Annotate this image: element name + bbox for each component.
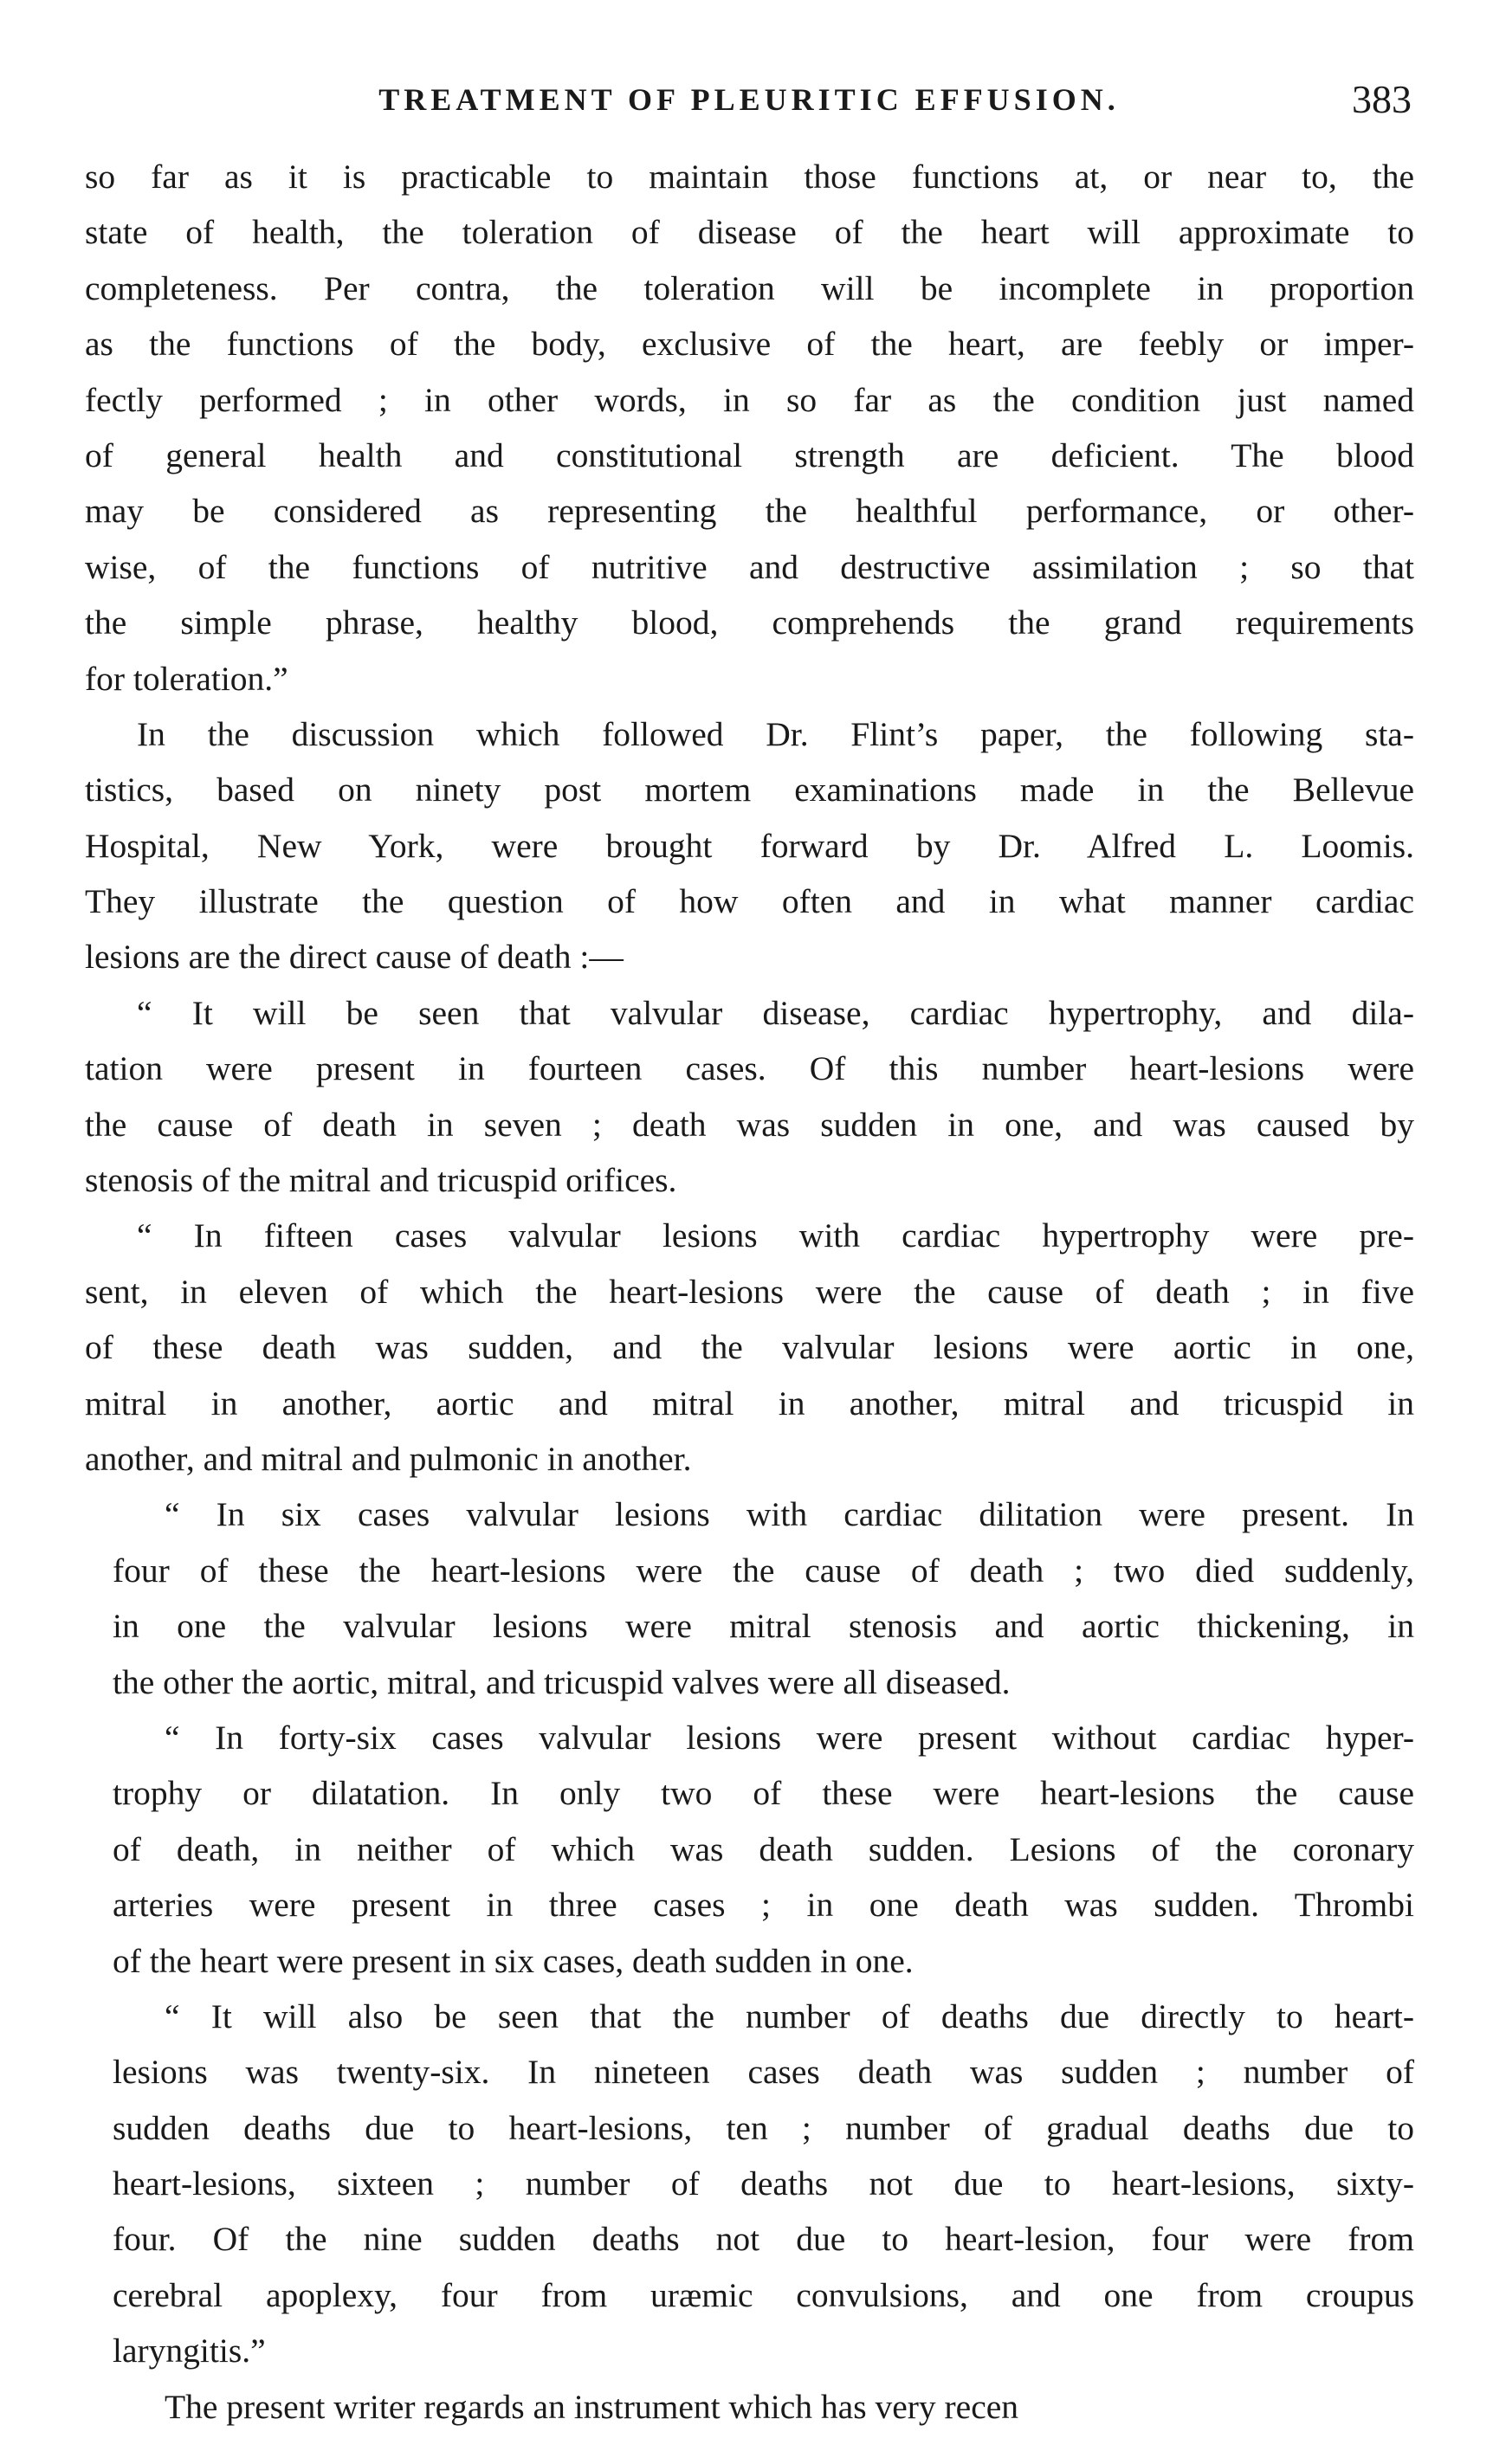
text-line: four of these the heart-lesions were the cause of death ; two died suddenly, [113, 1551, 1414, 1590]
text-line: “ In six cases valvular lesions with cardiac dilitation were present. In [165, 1495, 1414, 1534]
text-line: fectly performed ; in other words, in so far as the condition just named [85, 380, 1414, 419]
text-line: stenosis of the mitral and tricuspid orifices. [85, 1161, 677, 1200]
text-line: state of health, the toleration of disease of the heart will approximate to [85, 213, 1414, 252]
page-header [87, 69, 1412, 130]
text-line: heart-lesions, sixteen ; number of deaths not due to heart-lesions, sixty- [113, 2164, 1414, 2203]
running-head: TREATMENT OF PLEURITIC EFFUSION. [378, 82, 1120, 117]
body-text [85, 149, 1414, 2435]
text-line: The present writer regards an instrument which has very recen [165, 2387, 1019, 2426]
text-line: the simple phrase, healthy blood, comprehends the grand requirements [85, 603, 1414, 642]
text-line: Hospital, New York, were brought forward by Dr. Alfred L. Loomis. [85, 826, 1414, 865]
text-line: of these death was sudden, and the valvular lesions were aortic in one, [85, 1328, 1414, 1367]
text-line: trophy or dilatation. In only two of these were heart-lesions the cause [113, 1774, 1414, 1813]
text-line: of the heart were present in six cases, death sudden in one. [113, 1941, 914, 1980]
text-line: mitral in another, aortic and mitral in another, mitral and tricuspid in [85, 1384, 1414, 1422]
text-line: for toleration.” [85, 659, 288, 698]
text-line: sudden deaths due to heart-lesions, ten ; number of gradual deaths due to [113, 2108, 1414, 2147]
text-line: the other the aortic, mitral, and tricuspid valves were all diseased. [113, 1662, 1011, 1701]
text-line: so far as it is practicable to maintain those functions at, or near to, the [85, 158, 1414, 196]
text-line: wise, of the functions of nutritive and destructive assimilation ; so that [85, 547, 1414, 586]
text-line: four. Of the nine sudden deaths not due to heart-lesion, four were from [113, 2220, 1414, 2259]
text-line: sent, in eleven of which the heart-lesions were the cause of death ; in five [85, 1272, 1414, 1311]
text-line: as the functions of the body, exclusive of the heart, are feebly or imper- [85, 325, 1414, 364]
text-line: another, and mitral and pulmonic in another. [85, 1439, 692, 1478]
text-line: laryngitis.” [113, 2332, 266, 2370]
text-line: lesions are the direct cause of death :— [85, 938, 624, 977]
text-line: of general health and constitutional strength are deficient. The blood [85, 435, 1414, 474]
text-line: the cause of death in seven ; death was sudden in one, and was caused by [85, 1105, 1414, 1144]
text-line: They illustrate the question of how often and in what manner cardiac [85, 882, 1414, 921]
text-line: tistics, based on ninety post mortem examinations made in the Bellevue [85, 771, 1414, 810]
text-line: “ In fifteen cases valvular lesions with cardiac hypertrophy were pre- [137, 1216, 1414, 1255]
text-line: “ It will also be seen that the number of deaths due directly to heart- [165, 1996, 1414, 2035]
text-line: tation were present in fourteen cases. Of this number heart-lesions were [85, 1049, 1414, 1088]
text-line: completeness. Per contra, the toleration will be incomplete in proportion [85, 268, 1414, 307]
text-line: may be considered as representing the healthful performance, or other- [85, 492, 1414, 531]
text-line: cerebral apoplexy, four from uræmic convulsions, and one from croupus [113, 2275, 1414, 2314]
text-line: in one the valvular lesions were mitral stenosis and aortic thickening, in [113, 1607, 1414, 1646]
text-line: lesions was twenty-six. In nineteen cases death was sudden ; number of [113, 2053, 1414, 2092]
text-line: “ It will be seen that valvular disease, cardiac hypertrophy, and dila- [137, 993, 1414, 1032]
text-line: of death, in neither of which was death sudden. Lesions of the coronary [113, 1829, 1414, 1868]
text-line: “ In forty-six cases valvular lesions were present without cardiac hyper- [165, 1718, 1414, 1757]
text-line: In the discussion which followed Dr. Flint’s paper, the following sta- [137, 714, 1414, 753]
text-line: arteries were present in three cases ; in one death was sudden. Thrombi [113, 1886, 1414, 1925]
page-number: 383 [1352, 77, 1412, 121]
